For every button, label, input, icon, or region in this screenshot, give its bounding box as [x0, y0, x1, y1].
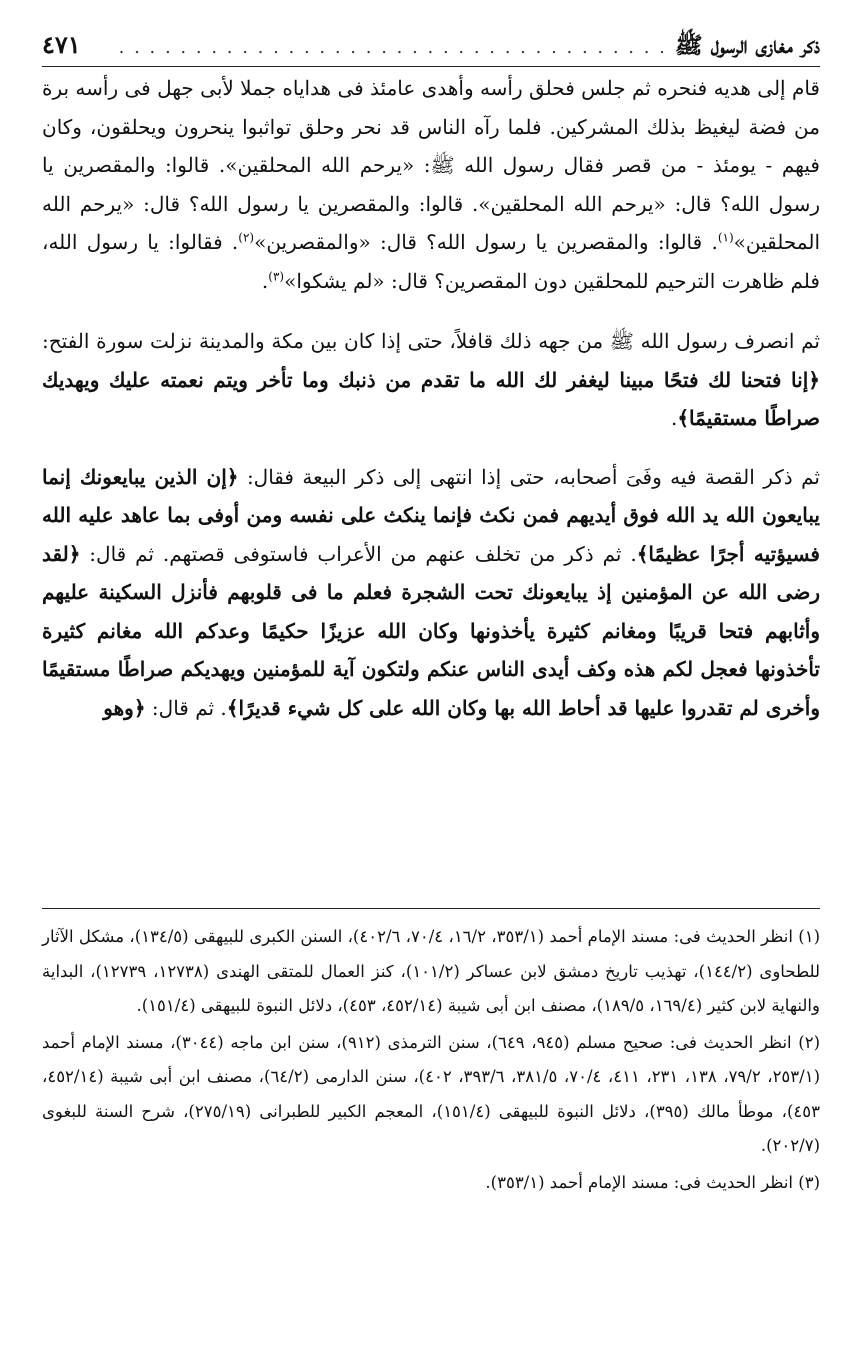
page-number: ٤٧١: [42, 30, 81, 59]
paragraph-2-end: .: [670, 406, 678, 430]
leader-dots: . . . . . . . . . . . . . . . . . . . . . . . . . . . . . . . . . . . .: [118, 37, 667, 58]
paragraph-3-text-3: . ثم قال:: [145, 695, 227, 720]
quran-verse-4: ﴿وهو: [103, 695, 146, 720]
paragraph-1-text-3: . فقالوا: يا رسول الله، فلم ظاهرت الترحيم للمحلقين دون المقصرين؟ قال: «لم يشكوا»: [42, 230, 820, 293]
footnote-3: (٣) انظر الحديث فى: مسند الإمام أحمد (٣٥٣/١).: [485, 1172, 820, 1192]
footnote-2: (٢) انظر الحديث فى: صحيح مسلم (٩٤٥، ٦٤٩)، سنن الترمذى (٩١٢)، سنن ابن ماجه (٣٠٤٤)، مسند الإمام أحمد (٢٥٣/١، ٧٩/٢، ١٣٨، ٢٣١، ٤١١، ٧٠/٤، ٣٨١/٥، ٣٩٣/٦، ٤٠٢)، سنن الدارمى (٦٤/٢)، مصنف ابن أبى شيبة (٤٥٢/١٤، ٤٥٣)، موطأ مالك (٣٩٥)، دلائل النبوة للبيهقى (١٥١/٤)، المعجم الكبير للطبرانى (٢٧٥/١٩)، شرح السنة للبغوى (٢٠٢/٧).: [42, 1032, 821, 1155]
paragraph-1-end: .: [261, 268, 269, 293]
footnote-ref-2: (٢): [238, 230, 255, 245]
book-page: [41, 30, 821, 1192]
paragraph-1-text-2: . قالوا: والمقصرين يا رسول الله؟ قال: «والمقصرين»: [254, 230, 718, 254]
footnote-1: (١) انظر الحديث فى: مسند الإمام أحمد (٣٥٣/١، ١٦/٢، ٧٠/٤، ٤٠٢/٦)، السنن الكبرى للبيهقى (١٣٤/٥)، مشكل الآثار للطحاوى (١٤٤/٢)، تهذيب تاريخ دمشق لابن عساكر (١٠١/٢)، كنز العمال للمتقى الهندى (١٢٧٣٨، ١٢٧٣٩)، البداية والنهاية لابن كثير (١٦٩/٤، ١٨٩/٥)، مصنف ابن أبى شيبة (٤٥٢/١٤، ٤٥٣)، دلائل النبوة للبيهقى (١٥١/٤).: [42, 927, 820, 1015]
footnote-ref-1: (١): [717, 230, 734, 245]
paragraph-2-text: ثم انصرف رسول الله ﷺ من جهه ذلك قافلاً، حتى إذا كان بين مكة والمدينة نزلت سورة الفتح:: [42, 329, 820, 353]
paragraph-3-text-2: . ثم ذكر من تخلف عنهم من الأعراب فاستوفى قصتهم. ثم قال:: [80, 541, 637, 566]
paragraph-1: [42, 69, 820, 300]
running-header: [42, 30, 820, 67]
paragraph-3: [42, 458, 820, 728]
paragraph-2: [42, 322, 820, 438]
paragraph-3-text: ثم ذكر القصة فيه وفَىَ أصحابه، حتى إذا انتهى إلى ذكر البيعة فقال:: [238, 464, 820, 489]
quran-verse-2: ﴿إن الذين يبايعونك إنما يبايعون الله يد الله فوق أيديهم فمن نكث فإنما ينكث على نفسه ومن أوفى بما عاهد عليه الله فسيؤتيه أجرًا عظيمًا﴾: [42, 464, 820, 566]
footnote-divider: [42, 908, 820, 909]
quran-verse-1: ﴿إنا فتحنا لك فتحًا مبينا ليغفر لك الله ما تقدم من ذنبك وما تأخر ويتم نعمته عليك ويهديك صراطًا مستقيمًا﴾: [42, 367, 820, 430]
quran-verse-3: ﴿لقد رضى الله عن المؤمنين إذ يبايعونك تحت الشجرة فعلم ما فى قلوبهم فأنزل السكينة عليهم وأثابهم فتحا قريبًا ومغانم كثيرة يأخذونها وكان الله عزيزًا حكيمًا وعدكم الله مغانم كثيرة تأخذونها فعجل لكم هذه وكف أيدى الناس عنكم ولتكون آية للمؤمنين ويهديكم صراطًا مستقيمًا وأخرى لم تقدروا عليها قد أحاط الله بها وكان الله على كل شيء قديرًا﴾: [42, 541, 820, 720]
chapter-title: ذكر مغازى الرسول ﷺ: [674, 32, 820, 59]
paragraph-1-text: قام إلى هديه فنحره ثم جلس فحلق رأسه وأهدى عامئذ فى هداياه جملا لأبى جهل فى رأسه برة من فضة ليغيظ بذلك المشركين. فلما رآه الناس قد نحر وحلق تواثبوا ينحرون ويحلقون، وكان فيهم - يومئذ - من قصر فقال رسول الله ﷺ: «يرحم الله المحلقين». قالوا: والمقصرين يا رسول الله؟ قال: «يرحم الله المحلقين». قالوا: والمقصرين يا رسول الله؟ قال: «يرحم الله المحلقين»: [41, 76, 821, 254]
footnotes: [42, 920, 820, 1202]
footnote-ref-3: (٣): [268, 268, 285, 283]
